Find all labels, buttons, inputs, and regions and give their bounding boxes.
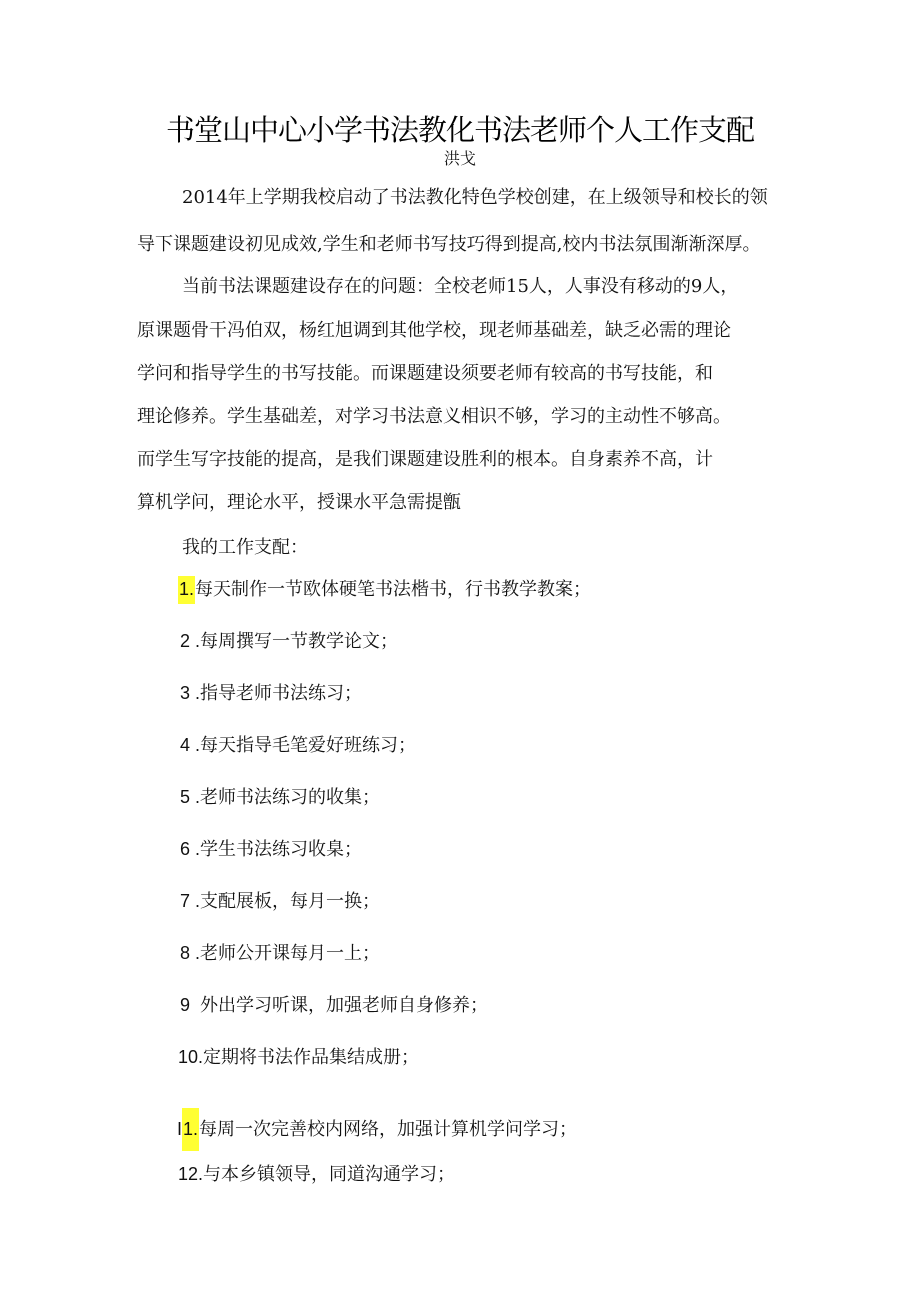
plan-item [180, 679, 362, 705]
intro-line-2: 导下课题建设初见成效,学生和老师书写技巧得到提高,校内书法氛围渐渐深厚。 [137, 234, 761, 255]
plan-item [180, 731, 416, 757]
plan-item-number: 10. [178, 1047, 204, 1067]
plan-item [180, 627, 398, 653]
plan-item-number: 1. [178, 576, 195, 604]
plan-item-text: 每天制作一节欧体硬笔书法楷书，行书教学教案； [195, 579, 592, 600]
plan-item [178, 1043, 419, 1069]
plan-item-number: 8 . [180, 943, 201, 963]
plan-item-text: 外出学习听课，加强老师自身修养； [200, 995, 489, 1016]
plan-item-text: 每天指导毛笔爱好班练习； [200, 735, 417, 756]
problems-line-4: 理论修养。学生基础差，对学习书法意义相识不够，学习的主动性不够高。 [137, 406, 731, 427]
plan-item-text: 与本乡镇领导，同道沟通学习； [203, 1164, 456, 1185]
plan-item [180, 835, 362, 861]
plan-item [180, 783, 380, 809]
plan-item-number: 5 . [180, 787, 201, 807]
plan-item-text: 老师公开课每月一上； [200, 943, 381, 964]
plan-item-text: 指导老师书法练习； [200, 683, 363, 704]
plan-heading: 我的工作支配： [182, 537, 308, 558]
document-author: 洪戈 [443, 149, 476, 168]
plan-item-text: 支配展板，每月一换； [200, 891, 381, 912]
plan-item [180, 939, 380, 965]
plan-item-text: 每周撰写一节教学论文； [200, 631, 399, 652]
problems-line-6: 算机学问，理论水平，授课水平急需提甑 [137, 492, 461, 513]
plan-item-number: 7 . [180, 891, 201, 911]
plan-item-number: 2 . [180, 631, 201, 651]
plan-item-text: 定期将书法作品集结成册； [203, 1047, 420, 1068]
problems-line-5: 而学生写字技能的提高，是我们课题建设胜利的根本。自身素养不高，计 [137, 449, 713, 470]
plan-item [178, 575, 591, 604]
problems-line-3: 学问和指导学生的书写技能。而课题建设须要老师有较高的书写技能，和 [137, 363, 713, 384]
plan-item [180, 887, 380, 913]
intro-line-1: 2014年上学期我校启动了书法教化特色学校创建，在上级领导和校长的领 [182, 187, 768, 208]
plan-item-text: 学生书法练习收臬； [200, 839, 363, 860]
problems-line-1: 当前书法课题建设存在的问题：全校老师15人，人事没有移动的9人， [182, 276, 739, 297]
plan-item-number: 6 . [180, 839, 201, 859]
plan-item-text: 每周一次完善校内网络，加强计算机学问学习； [199, 1119, 578, 1140]
plan-item-number: 1. [182, 1108, 199, 1151]
plan-item-number: 9 [180, 995, 201, 1015]
plan-item-number-prefix: I [177, 1119, 183, 1139]
plan-item [177, 1108, 577, 1151]
plan-item-text: 老师书法练习的收集； [200, 787, 381, 808]
document-title: 书堂山中心小学书法教化书法老师个人工作支配 [165, 113, 754, 147]
plan-item [180, 991, 488, 1017]
plan-item-number: 12. [178, 1164, 204, 1184]
plan-item-number: 4 . [180, 735, 201, 755]
plan-item-number: 3 . [180, 683, 201, 703]
plan-item [178, 1160, 455, 1186]
problems-line-2: 原课题骨干冯伯双，杨红旭调到其他学校，现老师基础差，缺乏必需的理论 [137, 320, 731, 341]
